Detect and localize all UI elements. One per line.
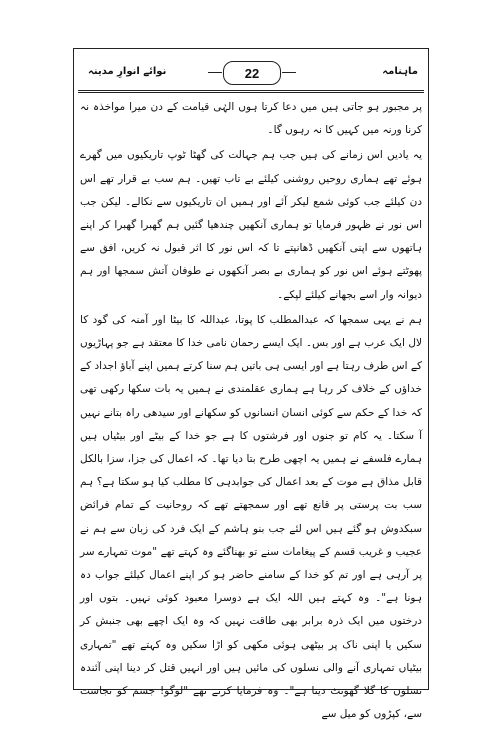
magazine-label: ماہنامہ — [382, 66, 418, 77]
article-body — [80, 96, 422, 721]
paragraph: ہم نے یہی سمجھا کہ عبدالمطلب کا پوتا، عبداللہ کا بیٹا اور آمنہ کی گود کا لال ایک عرب ہے اور بس۔ ایک ایسے رحمان نامی خدا کا معتقد ہے جو پہاڑیوں کے اس طرف رہتا ہے اور ایسی ہی باتیں ہم سنا کرتے ہمیں اپنے آباؤ اجداد کے خداؤں کے خلاف کر رہا ہے ہماری عقلمندی نے ہمیں یہ بات سکھا رکھی تھی کہ خدا کے حکم سے کوئی انسان انسانوں کو سکھانے اور سیدھی راہ بتانے نہیں آ سکتا۔ یہ کام تو جنوں اور فرشتوں کا ہے جو خدا کے بیٹے اور بیٹیاں ہیں ہمارے فلسفے نے ہمیں یہ اچھی طرح بتا دیا تھا۔ کہ اعمال کی جزا، سزا بالکل قابل مذاق ہے موت کے بعد اعمال کی جوابدہی کا مطلب کیا ہو سکتا ہے؟ ہم سب بت پرستی پر قانع تھے اور سمجھتے تھے کہ روحانیت کے تمام فرائض سبکدوش ہو گئے ہیں اس لئے جب بنو ہاشم کے ایک فرد کی زبان سے ہم نے عجیب و غریب قسم کے پیغامات سنے تو بھناگئے وہ کہتے تھے "موت تمہارے سر پر آرہی ہے اور تم کو خدا کے سامنے حاضر ہو کر اپنے اعمال کیلئے جواب دہ ہونا ہے"۔ وہ کہتے ہیں اللہ ایک ہے دوسرا معبود کوئی نہیں۔ بتوں اور درختوں میں ایک ذرہ برابر بھی طاقت نہیں کہ وہ ایک اچھے بھی جنبش کر سکیں یا اپنی ناک پر بیٹھی ہوئی مکھی کو اڑا سکیں وہ کہتے تھے "تمہاری بیٹیاں تمہاری آنے والی نسلوں کی مائیں ہیں اور انہیں قتل کر دینا اپنی آئندہ نسلوں کا گلا گھونٹ دینا ہے"۔ وہ فرمایا کرتے تھے "لوگو! جسم کو نجاست سے، کپڑوں کو میل سے — [80, 313, 422, 721]
header-rule — [78, 90, 424, 93]
page-header — [78, 56, 424, 92]
page-number: 22 — [223, 61, 281, 85]
paragraph: پر مجبور ہو جاتی ہیں میں دعا کرتا ہوں الہٰی قیامت کے دن میرا مواخذہ نہ کرنا ورنہ میں کہیں کا نہ رہوں گا۔ — [80, 101, 422, 137]
paragraph: یہ یادیں اس زمانے کی ہیں جب ہم جہالت کی گھٹا ٹوپ تاریکیوں میں گھرے ہوئے تھے ہماری روحیں روشنی کیلئے بے تاب تھیں۔ ہم سب بے قرار تھے اس دن کیلئے جب کوئی شمع لیکر آئے اور ہمیں ان تاریکیوں سے نکالے۔ لیکن جب اس نور نے ظہور فرمایا تو ہماری آنکھیں چندھیا گئیں ہم گھبرا گھبرا کر اپنے ہاتھوں سے اپنی آنکھیں ڈھانپتے تا کہ اس نور کا اثر قبول نہ کریں، افق سے پھوٹتے ہوئے اس نور کو ہماری بے بصر آنکھوں نے طوفان آتش سمجھا اور ہم دیوانہ وار اسے بجھانے کیلئے لپکے۔ — [80, 149, 422, 301]
series-title: نوائے انوارِ مدینہ — [88, 66, 167, 77]
